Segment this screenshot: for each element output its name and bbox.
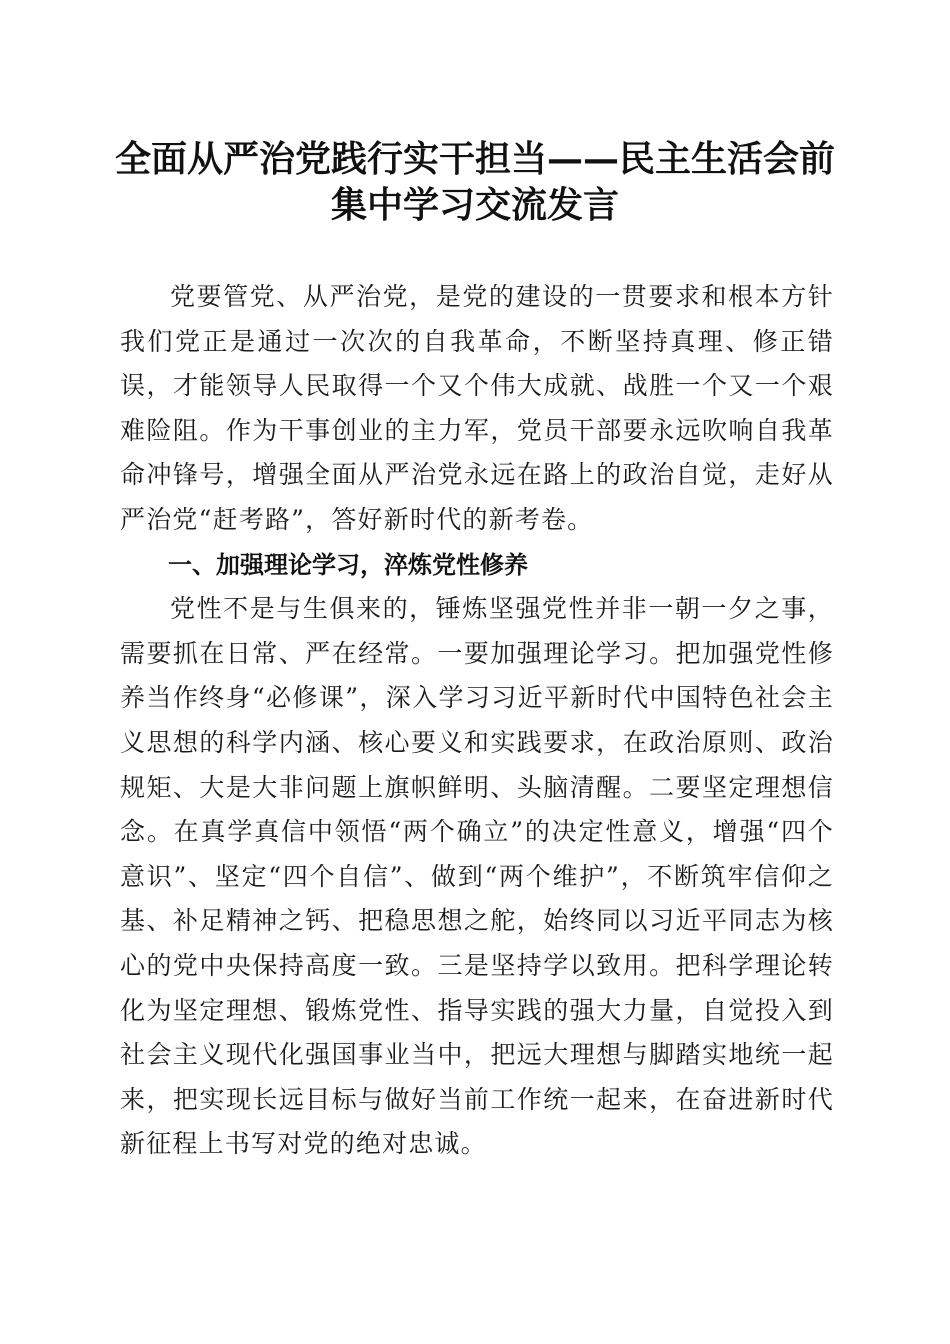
section-1-heading: 一、加强理论学习，淬炼党性修养	[168, 550, 528, 579]
intro-paragraph: 党要管党、从严治党，是党的建设的一贯要求和根本方针我们党正是通过一次次的自我革命，不断坚持真理、修正错误，才能领导人民取得一个又个伟大成就、战胜一个又一个艰难险阻。作为干事创业的主力军，党员干部要永远吹响自我革命冲锋号，增强全面从严治党永远在路上的政治自觉，走好从严治党“赶考路”，答好新时代的新考卷。	[120, 282, 834, 534]
title-line-2: 集中学习交流发言	[330, 184, 619, 226]
section-1-paragraph: 党性不是与生俱来的，锤炼坚强党性并非一朝一夕之事，需要抓在日常、严在经常。一要加强理论学习。把加强党性修养当作终身“必修课”，深入学习习近平新时代中国特色社会主义思想的科学内涵、核心要义和实践要求，在政治原则、政治规矩、大是大非问题上旗帜鲜明、头脑清醒。二要坚定理想信念。在真学真信中领悟“两个确立”的决定性意义，增强“四个意识”、坚定“四个自信”、做到“两个维护”，不断筑牢信仰之基、补足精神之钙、把稳思想之舵，始终同以习近平同志为核心的党中央保持高度一致。三是坚持学以致用。把科学理论转化为坚定理想、锻炼党性、指导实践的强大力量，自觉投入到社会主义现代化强国事业当中，把远大理想与脚踏实地统一起来，把实现长远目标与做好当前工作统一起来，在奋进新时代新征程上书写对党的绝对忠诚。	[120, 594, 834, 1159]
document-title	[100, 136, 850, 228]
document-body	[120, 275, 834, 1167]
title-line-1: 全面从严治党践行实干担当——民主生活会前	[114, 138, 835, 180]
